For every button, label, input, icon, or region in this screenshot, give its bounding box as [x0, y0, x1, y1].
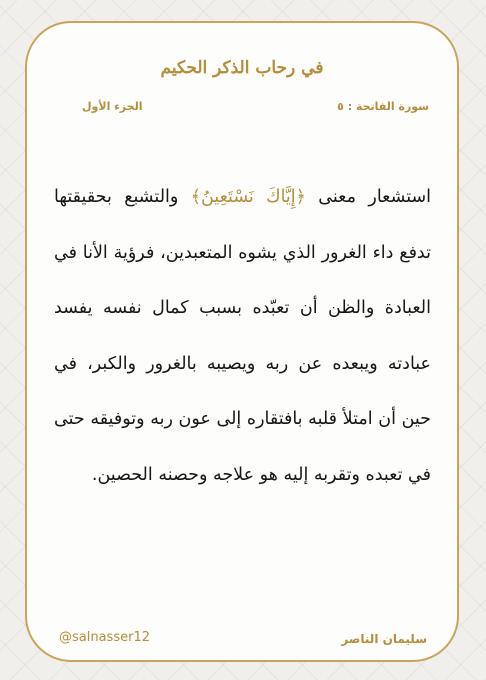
social-handle: @salnasser12 [59, 630, 150, 645]
quran-verse: ﴿إِيَّاكَ نَسْتَعِينُ﴾ [190, 187, 306, 207]
part-label: الجزء الأول [82, 100, 143, 113]
body-text-rest: والتشبع بحقيقتها تدفع داء الغرور الذي يشوه المتعبدين، فرؤية الأنا في العبادة والظن أن تعبّده بسبب كمال نفسه يفسد عبادته ويبعده عن ربه ويصيبه بالغرور والكبر، في حين أن امتلأ قلبه بافتقاره إلى عون ربه وتوفيقه حتى في تعبده وتقربه إليه هو علاجه وحصنه الحصين. [54, 187, 431, 485]
quote-card [25, 21, 459, 662]
body-paragraph [54, 170, 431, 503]
body-text-start: استشعار معنى [305, 187, 432, 207]
author-name: سليمان الناصر [341, 632, 427, 646]
surah-reference: سورة الفاتحة : ٥ [337, 100, 429, 113]
page-title: في رحاب الذكر الحكيم [160, 58, 324, 78]
